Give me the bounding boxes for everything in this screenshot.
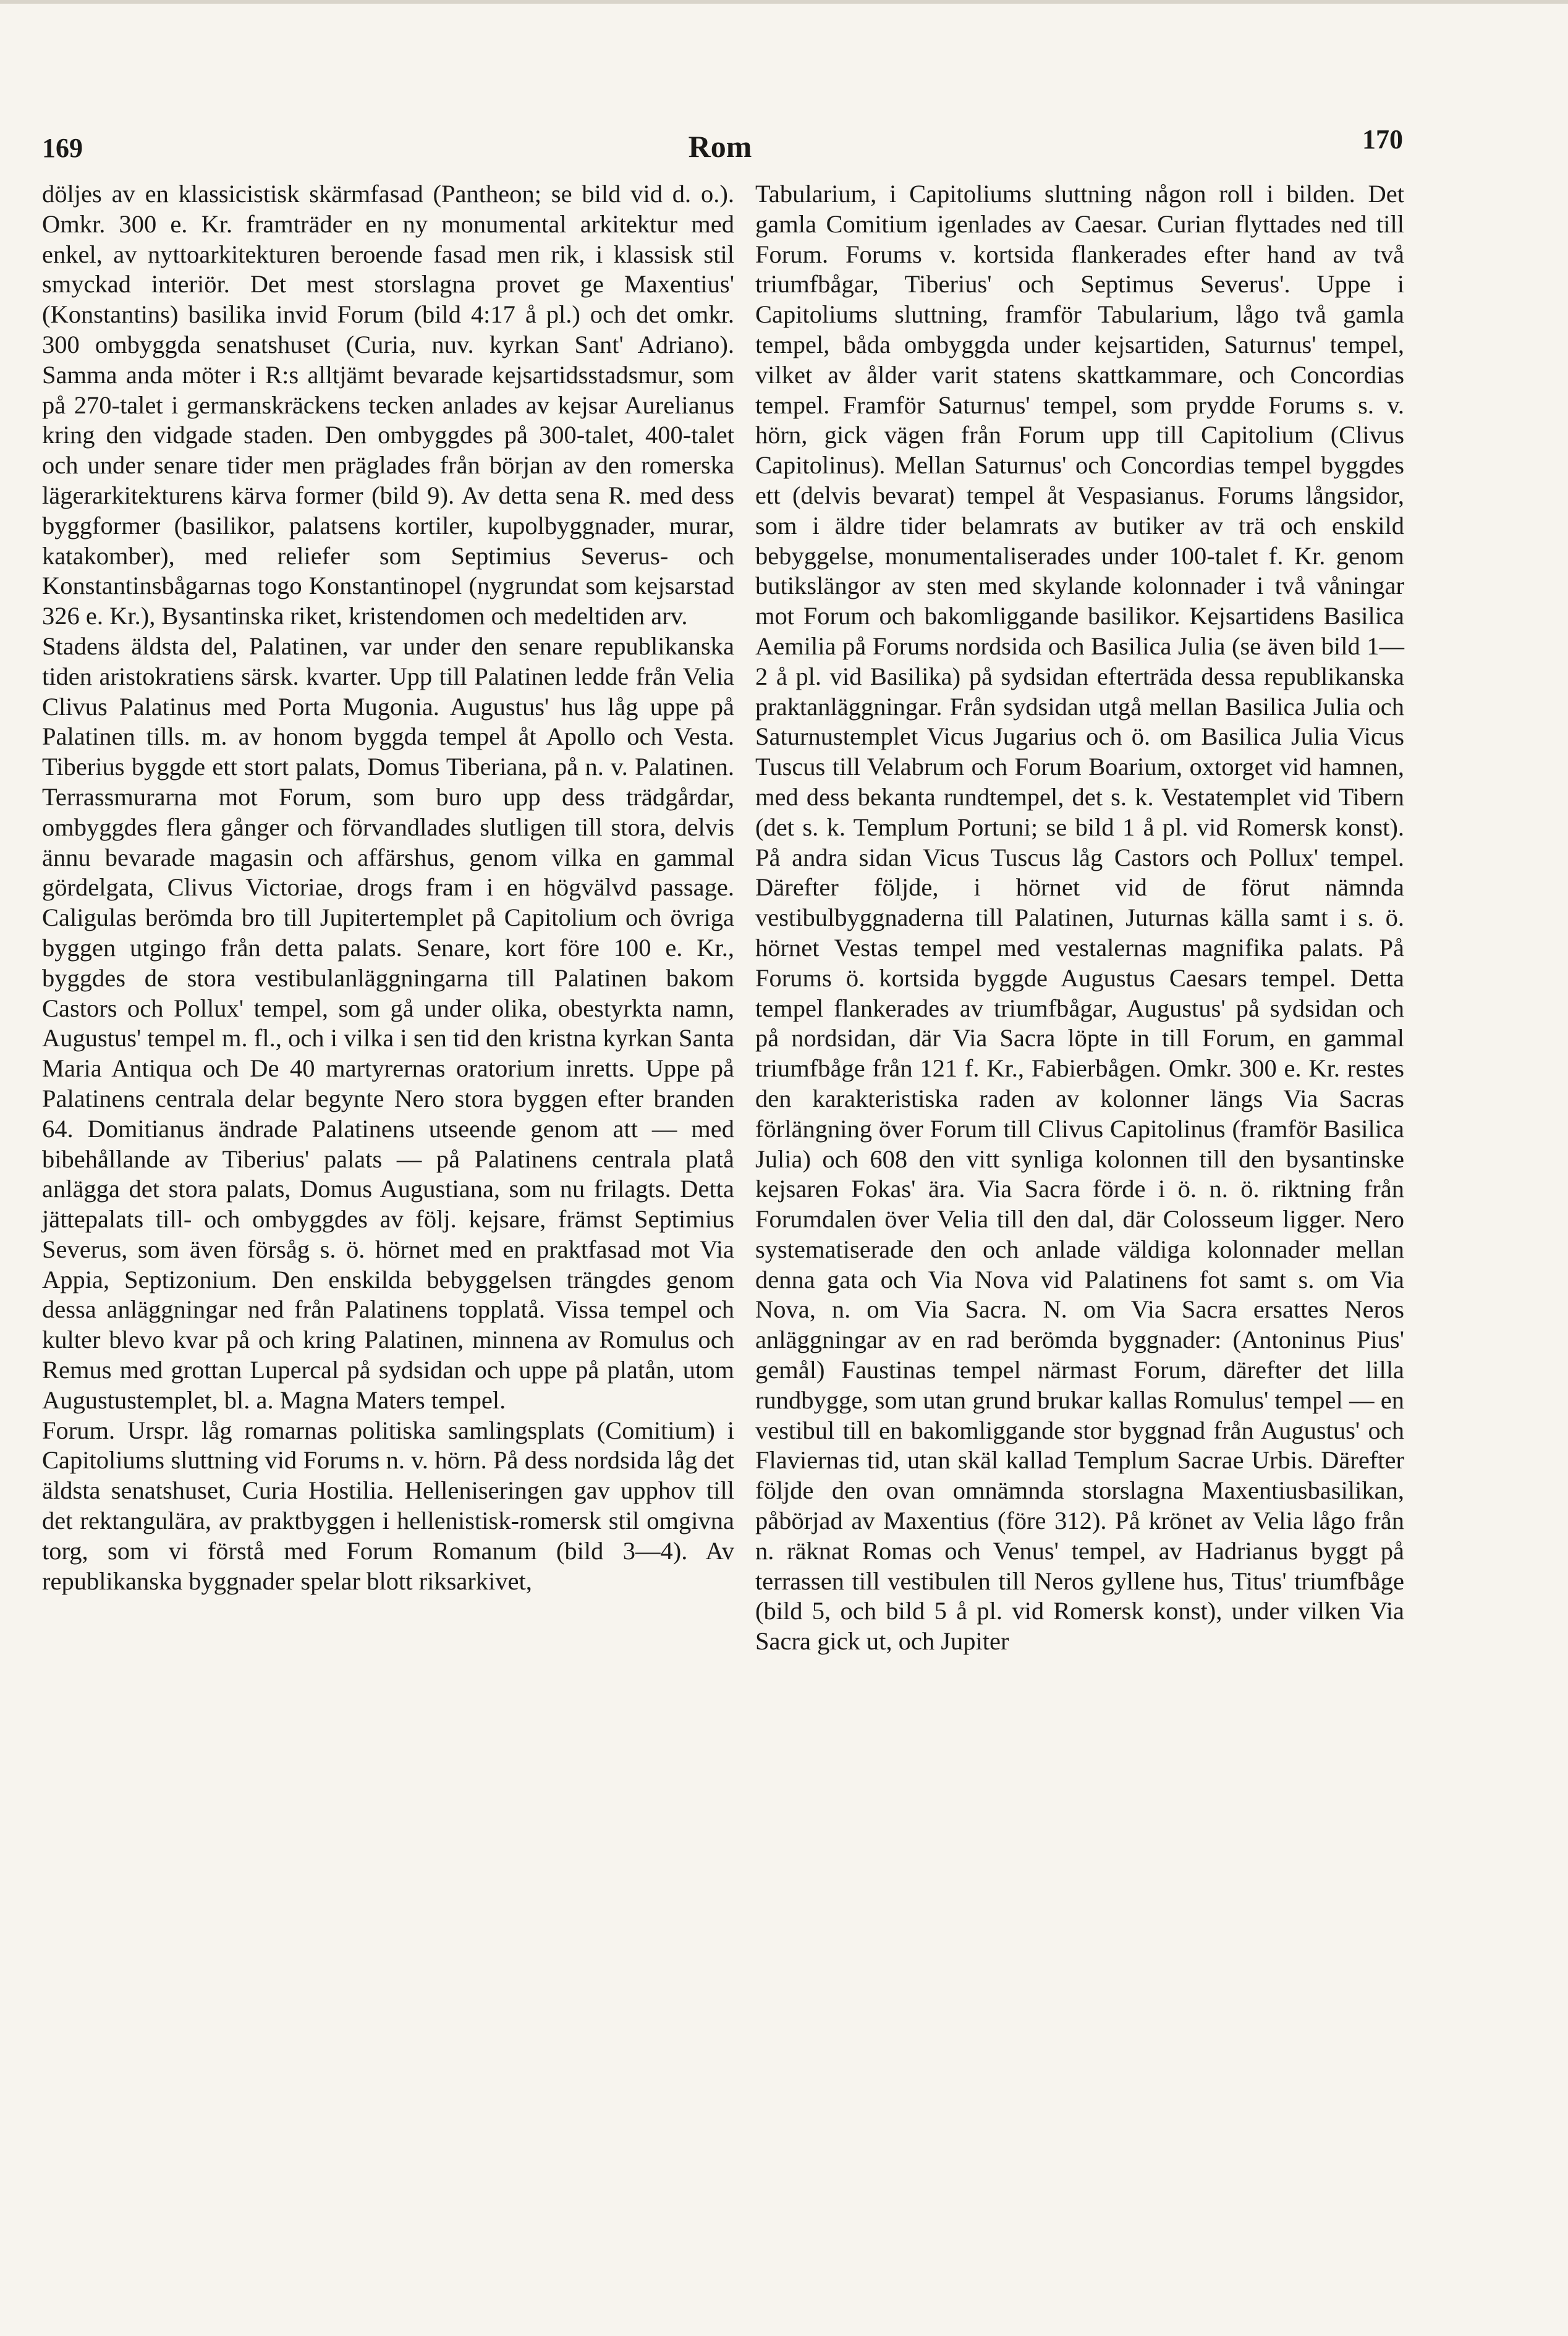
page-number-left: 169: [42, 133, 83, 163]
page-number-right: 170: [1362, 124, 1403, 154]
page-header: [37, 124, 1403, 167]
right-column: [755, 179, 1404, 1657]
paragraph: Forum. Urspr. låg romarnas politiska samlingsplats (Comitium) i Capitoliums sluttning vid Forums n. v. hörn. På dess nordsida låg det äldsta senatshuset, Curia Hostilia. Helleniseringen gav upphov till det rektangulära, av praktbyggen i hellenistisk-romersk stil omgivna torg, som vi förstå med Forum Romanum (bild 3—4). Av republikanska byggnader spelar blott riksarkivet,: [42, 1416, 734, 1595]
paragraph: Stadens äldsta del, Palatinen, var under den senare republikanska tiden aristokratiens särsk. kvarter. Upp till Palatinen ledde från Velia Clivus Palatinus med Porta Mugonia. Augustus' hus låg uppe på Palatinen tills. m. av honom byggda tempel åt Apollo och Vesta. Tiberius byggde ett stort palats, Domus Tiberiana, på n. v. Palatinen. Terrassmurarna mot Forum, som buro upp dess trädgårdar, ombyggdes flera gånger och förvandlades slutligen till stora, delvis ännu bevarade magasin och affärshus, genom vilka en gammal gördelgata, Clivus Victoriae, drogs fram i en högvälvd passage. Caligulas berömda bro till Jupitertemplet på Capitolium och övriga byggen utgingo från detta palats. Senare, kort före 100 e. Kr., byggdes de stora vestibulanläggningarna till Palatinen bakom Castors och Pollux' tempel, som gå under olika, obestyrkta namn, Augustus' tempel m. fl., och i vilka i sen tid den kristna kyrkan Santa Maria Antiqua och De 40 martyrernas oratorium inretts. Uppe på Palatinens centrala delar begynte Nero stora byggen efter branden 64. Domitianus ändrade Palatinens utseende genom att — med bibehållande av Tiberius' palats — på Palatinens centrala platå anlägga det stora palats, Domus Augustiana, som nu frilagts. Detta jättepalats till- och ombyggdes av följ. kejsare, främst Septimius Severus, som även försåg s. ö. hörnet med en praktfasad mot Via Appia, Septizonium. Den enskilda bebyggelsen trängdes genom dessa anläggningar ned från Palatinens topplatå. Vissa tempel och kulter blevo kvar på och kring Palatinen, minnena av Romulus och Remus med grottan Lupercal på sydsidan och uppe på platån, utom Augustustemplet, bl. a. Magna Maters tempel.: [42, 632, 734, 1414]
scan-edge: [0, 0, 1568, 4]
paragraph: döljes av en klassicistisk skärmfasad (Pantheon; se bild vid d. o.). Omkr. 300 e. Kr. framträder en ny monumental arkitektur med enkel, av nyttoarkitekturen beroende fasad men rik, i klassisk stil smyckad interiör. Det mest storslagna provet ge Maxentius' (Konstantins) basilika invid Forum (bild 4:17 å pl.) och det omkr. 300 ombyggda senatshuset (Curia, nuv. kyrkan Sant' Adriano). Samma anda möter i R:s alltjämt bevarade kejsartidsstadsmur, som på 270-talet i germanskräckens tecken anlades av kejsar Aurelianus kring den vidgade staden. Den ombyggdes på 300-talet, 400-talet och under senare tider men präglades från början av den romerska lägerarkitekturens kärva former (bild 9). Av detta sena R. med dess byggformer (basilikor, palatsens kortiler, kupolbyggnader, murar, katakomber), med reliefer som Septimius Severus- och Konstantinsbågarnas togo Konstantinopel (nygrundat som kejsarstad 326 e. Kr.), Bysantinska riket, kristendomen och medeltiden arv.: [42, 180, 734, 630]
left-column: [42, 179, 734, 1596]
running-title: Rom: [688, 129, 752, 164]
paragraph: Tabularium, i Capitoliums sluttning någon roll i bilden. Det gamla Comitium igenlades av Caesar. Curian flyttades ned till Forum. Forums v. kortsida flankerades efter hand av två triumfbågar, Tiberius' och Septimus Severus'. Uppe i Capitoliums sluttning, framför Tabularium, lågo två gamla tempel, båda ombyggda under kejsartiden, Saturnus' tempel, vilket av ålder varit statens skattkammare, och Concordias tempel. Framför Saturnus' tempel, som prydde Forums s. v. hörn, gick vägen från Forum upp till Capitolium (Clivus Capitolinus). Mellan Saturnus' och Concordias tempel byggdes ett (delvis bevarat) tempel åt Vespasianus. Forums långsidor, som i äldre tider belamrats av butiker av trä och enskild bebyggelse, monumentaliserades under 100-talet f. Kr. genom butikslängor av sten med skylande kolonnader i två våningar mot Forum och bakomliggande basilikor. Kejsartidens Basilica Aemilia på Forums nordsida och Basilica Julia (se även bild 1—2 å pl. vid Basilika) på sydsidan efterträda dessa republikanska praktanläggningar. Från sydsidan utgå mellan Basilica Julia och Saturnustemplet Vicus Jugarius och ö. om Basilica Julia Vicus Tuscus till Velabrum och Forum Boarium, oxtorget vid hamnen, med dess bekanta rundtempel, det s. k. Vestatemplet vid Tibern (det s. k. Templum Portuni; se bild 1 å pl. vid Romersk konst). På andra sidan Vicus Tuscus låg Castors och Pollux' tempel. Därefter följde, i hörnet vid de förut nämnda vestibulbyggnaderna till Palatinen, Juturnas källa samt i s. ö. hörnet Vestas tempel med vestalernas magnifika palats. På Forums ö. kortsida byggde Augustus Caesars tempel. Detta tempel flankerades av triumfbågar, Augustus' på sydsidan och på nordsidan, där Via Sacra löpte in till Forum, en gammal triumfbåge från 121 f. Kr., Fabierbågen. Omkr. 300 e. Kr. restes den karakteristiska raden av kolonner längs Via Sacras förlängning över Forum till Clivus Capitolinus (framför Basilica Julia) och 608 den vitt synliga kolonnen till den bysantinske kejsaren Fokas' ära. Via Sacra förde i ö. n. ö. riktning från Forumdalen över Velia till den dal, där Colosseum ligger. Nero systematiserade den och anlade väldiga kolonnader mellan denna gata och Via Nova vid Palatinens fot samt s. om Via Nova, n. om Via Sacra. N. om Via Sacra ersattes Neros anläggningar av en rad berömda byggnader: (Antoninus Pius' gemål) Faustinas tempel närmast Forum, därefter det lilla rundbygge, som utan grund brukar kallas Romulus' tempel — en vestibul till en bakomliggande stor byggnad från Augustus' och Flaviernas tid, utan skäl kallad Templum Sacrae Urbis. Därefter följde den ovan omnämnda storslagna Maxentiusbasilikan, påbörjad av Maxentius (före 312). På krönet av Velia lågo från n. räknat Romas och Venus' tempel, av Hadrianus byggt på terrassen till vestibulen till Neros gyllene hus, Titus' triumfbåge (bild 5, och bild 5 å pl. vid Romersk konst), under vilken Via Sacra gick ut, och Jupiter: [755, 180, 1404, 1656]
